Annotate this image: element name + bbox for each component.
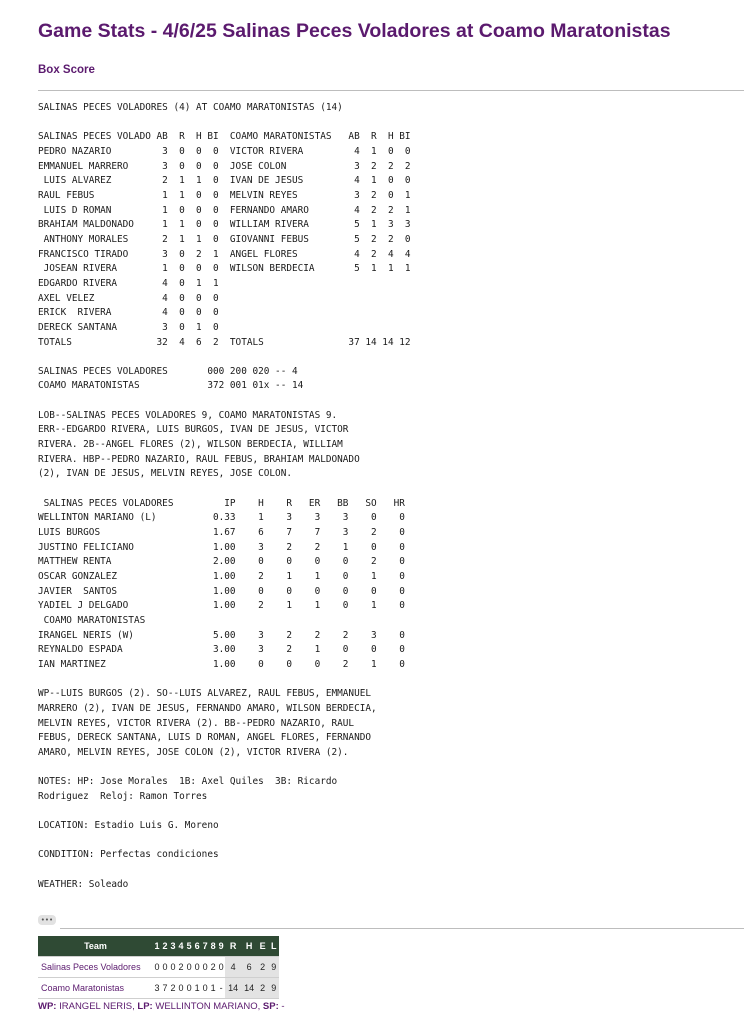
wp-label: WP:	[38, 1001, 57, 1012]
box-score-text: SALINAS PECES VOLADORES (4) AT COAMO MARATONISTAS (14) SALINAS PECES VOLADO AB R H BI COAMO MARATONISTAS AB R H BI PEDRO NAZARIO 3 0 0 0 VICTOR RIVERA 4 1 0 0 EMMANUEL MARRERO 3 0 0 0 JOSE COLON 3 2 2 2 LUIS ALVAREZ 2 1 1 0 IVAN DE JESUS 4 1 0 0 RAUL FEBUS 1 1 0 0 MELVIN REYES 3 2 0 1 LUIS D ROMAN 1 0 0 0 FERNANDO AMARO 4 2 2 1 BRAHIAM MALDONADO 1 1 0 0 WILLIAM RIVERA 5 1 3 3 ANTHONY MORALES 2 1 1 0 GIOVANNI FEBUS 5 2 2 0 FRANCISCO TIRADO 3 0 2 1 ANGEL FLORES 4 2 4 4 JOSEAN RIVERA 1 0 0 0 WILSON BERDECIA 5 1 1 1 EDGARDO RIVERA 4 0 1 1 AXEL VELEZ 4 0 0 0 ERICK RIVERA 4 0 0 0 DERECK SANTANA 3 0 1 0 TOTALS 32 4 6 2 TOTALS 37 14 14 12 SALINAS PECES VOLADORES 000 200 020 -- 4 COAMO MARATONISTAS 372 001 01x -- 14 LOB--SALINAS PECES VOLADORES 9, COAMO MARATONISTAS 9. ERR--EDGARDO RIVERA, LUIS BURGOS, IVAN DE JESUS, VICTOR RIVERA. 2B--ANGEL FLORES (2), WILSON BERDECIA, WILLIAM RIVERA. HBP--PEDRO NAZARIO, RAUL FEBUS, BRAHIAM MALDONADO (2), IVAN DE JESUS, MELVIN REYES, JOSE COLON. SALINAS PECES VOLADORES IP H R ER BB SO HR WELLINTON MARIANO (L) 0.33 1 3 3 3 0 0 LUIS BURGOS 1.67 6 7 7 3 2 0 JUSTINO FELICIANO 1.00 3 2 2 1 0 0 MATTHEW RENTA 2.00 0 0 0 0 2 0 OSCAR GONZALEZ 1.00 2 1 1 0 1 0 JAVIER SANTOS 1.00 0 0 0 0 0 0 YADIEL J DELGADO 1.00 2 1 1 0 1 0 COAMO MARATONISTAS IRANGEL NERIS (W) 5.00 3 2 2 2 3 0 REYNALDO ESPADA 3.00 3 2 1 0 0 0 IAN MARTINEZ 1.00 0 0 0 2 1 0 WP--LUIS BURGOS (2). SO--LUIS ALVAREZ, RAUL FEBUS, EMMANUEL MARRERO (2), IVAN DE JESUS, FERNANDO AMARO, WILSON BERDECIA, MELVIN REYES, VICTOR RIVERA (2). BB--PEDRO NAZARIO, RAUL FEBUS, DERECK SANTANA, LUIS D ROMAN, ANGEL FLORES, FERNANDO AMARO, MELVIN REYES, JOSE COLON (2), VICTOR RIVERA (2). NOTES: HP: Jose Morales 1B: Axel Quiles 3B: Ricardo Rodriguez Reloj: Ramon Torres LOCATION: Estadio Luis G. Moreno CONDITION: Perfectas condiciones WEATHER: Soleado	[38, 102, 411, 890]
bottom-divider	[60, 928, 744, 929]
lp-label: LP:	[137, 1001, 153, 1012]
header-lob: L	[268, 936, 279, 957]
errors-total: 2	[257, 957, 268, 978]
inning-score: -	[217, 978, 225, 999]
inning-score: 0	[201, 957, 209, 978]
runs-total: 4	[225, 957, 241, 978]
lob-total: 9	[268, 978, 279, 999]
inning-score: 1	[209, 978, 217, 999]
box-score-subheading: Box Score	[38, 64, 95, 76]
inning-score: 0	[169, 957, 177, 978]
more-options-button[interactable]: •••	[38, 915, 56, 925]
header-hits: H	[241, 936, 257, 957]
inning-score: 0	[217, 957, 225, 978]
inning-score: 2	[177, 957, 185, 978]
wp-value: IRANGEL NERIS,	[59, 1001, 135, 1012]
inning-score: 0	[193, 957, 201, 978]
linescore-table	[38, 936, 279, 999]
header-inning-9: 9	[217, 936, 225, 957]
inning-score: 0	[161, 957, 169, 978]
inning-score: 0	[185, 978, 193, 999]
decisions-footer	[38, 1001, 285, 1012]
hits-total: 14	[241, 978, 257, 999]
hits-total: 6	[241, 957, 257, 978]
inning-score: 2	[169, 978, 177, 999]
table-row	[38, 957, 279, 978]
errors-total: 2	[257, 978, 268, 999]
inning-score: 0	[201, 978, 209, 999]
linescore-header-row	[38, 936, 279, 957]
header-inning-5: 5	[185, 936, 193, 957]
sp-value: -	[281, 1001, 285, 1012]
inning-score: 2	[209, 957, 217, 978]
header-inning-1: 1	[153, 936, 161, 957]
inning-score: 0	[185, 957, 193, 978]
header-errors: E	[257, 936, 268, 957]
runs-total: 14	[225, 978, 241, 999]
inning-score: 0	[177, 978, 185, 999]
table-row	[38, 978, 279, 999]
team-name-link[interactable]: Salinas Peces Voladores	[38, 957, 153, 978]
header-inning-6: 6	[193, 936, 201, 957]
page-title: Game Stats - 4/6/25 Salinas Peces Voladores at Coamo Maratonistas	[38, 20, 671, 42]
inning-score: 1	[193, 978, 201, 999]
sp-label: SP:	[262, 1001, 279, 1012]
header-inning-4: 4	[177, 936, 185, 957]
team-name-link[interactable]: Coamo Maratonistas	[38, 978, 153, 999]
inning-score: 0	[153, 957, 161, 978]
inning-score: 3	[153, 978, 161, 999]
lob-total: 9	[268, 957, 279, 978]
inning-score: 7	[161, 978, 169, 999]
header-inning-8: 8	[209, 936, 217, 957]
header-team: Team	[38, 936, 153, 957]
header-inning-3: 3	[169, 936, 177, 957]
top-divider	[38, 90, 744, 91]
header-inning-2: 2	[161, 936, 169, 957]
header-inning-7: 7	[201, 936, 209, 957]
header-runs: R	[225, 936, 241, 957]
lp-value: WELLINTON MARIANO,	[155, 1001, 261, 1012]
